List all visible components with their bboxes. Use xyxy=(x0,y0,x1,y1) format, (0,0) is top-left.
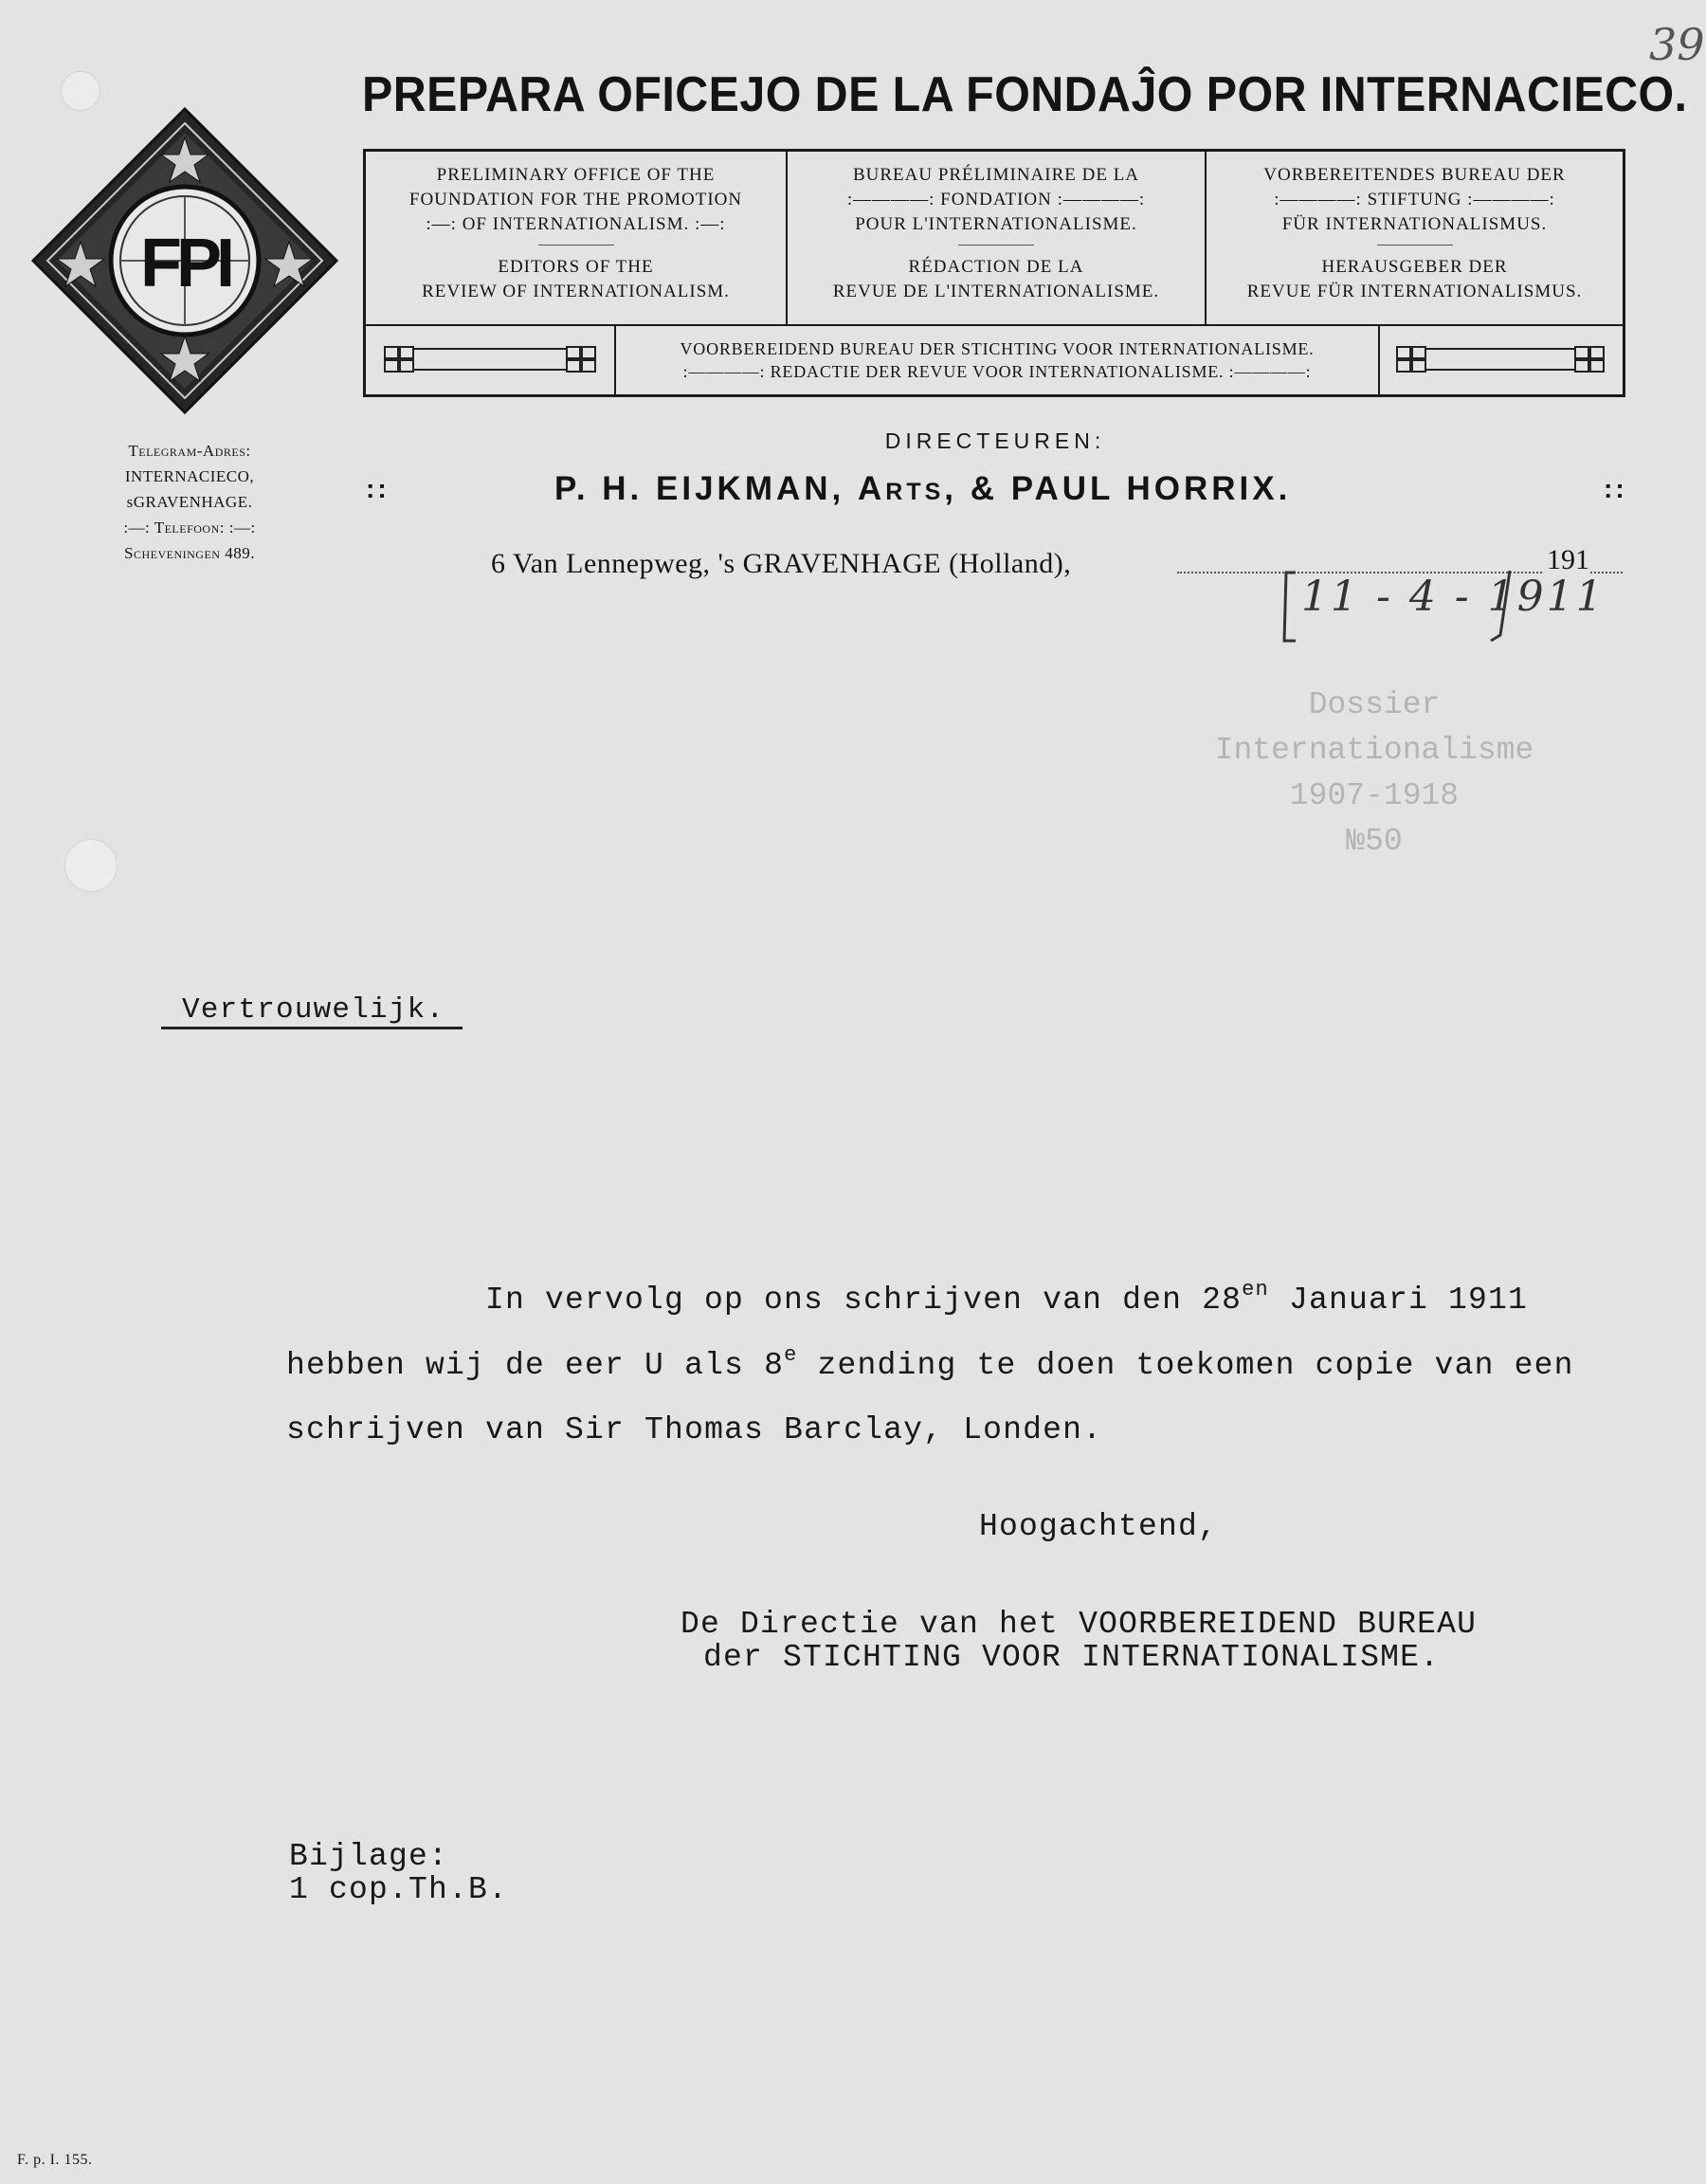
english-line-2: FOUNDATION FOR THE PROMOTION xyxy=(408,190,743,209)
english-line-1: PRELIMINARY OFFICE OF THE xyxy=(436,165,716,185)
signature-line-1: De Directie van het VOORBEREIDEND BUREAU xyxy=(681,1607,1478,1642)
stamp-line-1: Dossier xyxy=(1308,687,1441,722)
signature-line-2: der STICHTING VOOR INTERNATIONALISME. xyxy=(703,1640,1441,1675)
archive-stamp xyxy=(1175,682,1573,864)
telephone-number: Scheveningen 489. xyxy=(124,544,255,562)
letterhead-french xyxy=(788,152,1207,324)
french-line-5: REVUE DE L'INTERNATIONALISME. xyxy=(832,282,1160,301)
german-line-4: HERAUSGEBER DER xyxy=(1321,257,1508,277)
german-line-3: FÜR INTERNATIONALISMUS. xyxy=(1281,214,1548,234)
german-line-2: :————: STIFTUNG :————: xyxy=(1274,190,1555,209)
page-number: 39 xyxy=(1649,19,1705,70)
directors-names xyxy=(554,470,1464,508)
form-number: F. p. I. 155. xyxy=(17,2152,93,2168)
body-line-2-text-end: zending te doen toekomen copie van een xyxy=(797,1348,1574,1383)
french-line-3: POUR L'INTERNATIONALISME. xyxy=(855,214,1137,234)
ornament-box-left xyxy=(366,326,616,394)
superscript: en xyxy=(1242,1278,1269,1301)
letterhead-title: PREPARA OFICEJO DE LA FONDAĴO POR INTERNACIECO. xyxy=(362,67,1688,122)
confidential-heading: Vertrouwelijk. xyxy=(182,993,445,1027)
dutch-line-2: :————: REDACTIE DER REVUE VOOR INTERNATIONALISME. :————: xyxy=(682,362,1312,381)
stamp-line-4: №50 xyxy=(1346,824,1403,859)
letterhead-address: 6 Van Lennepweg, 's GRAVENHAGE (Holland), xyxy=(491,548,1072,579)
telegram-city: sGRAVENHAGE. xyxy=(126,493,253,511)
attachment-label: Bijlage: xyxy=(289,1839,449,1874)
letterhead-german xyxy=(1207,152,1623,324)
telephone-label: :—: Telefoon: :—: xyxy=(123,519,256,537)
telegram-address: INTERNACIECO, xyxy=(124,467,255,485)
director-title: Arts xyxy=(857,470,945,507)
confidential-underline xyxy=(161,1027,463,1029)
body-line-1-text: In vervolg op ons schrijven van den 28 xyxy=(485,1283,1243,1318)
body-line-1 xyxy=(485,1278,1528,1318)
french-line-1: BUREAU PRÉLIMINAIRE DE LA xyxy=(852,165,1140,185)
attachment-item: 1 cop.Th.B. xyxy=(289,1872,509,1907)
divider xyxy=(958,245,1034,246)
telegram-label: Telegram-Adres: xyxy=(128,442,251,460)
fpi-logo xyxy=(28,104,341,417)
dutch-line-1: VOORBEREIDEND BUREAU DER STICHTING VOOR INTERNATIONALISME. xyxy=(680,339,1315,358)
divider xyxy=(1377,245,1453,246)
english-line-4: EDITORS OF THE xyxy=(498,257,654,277)
closing: Hoogachtend, xyxy=(979,1509,1219,1544)
body-line-2 xyxy=(286,1343,1574,1383)
german-line-5: REVUE FÜR INTERNATIONALISMUS. xyxy=(1246,282,1583,301)
french-line-4: RÉDACTION DE LA xyxy=(908,257,1084,277)
letterhead-dutch-row xyxy=(366,324,1623,394)
ornament-box-right xyxy=(1378,326,1623,394)
french-line-2: :————: FONDATION :————: xyxy=(846,190,1146,209)
body-line-3: schrijven van Sir Thomas Barclay, Londen. xyxy=(286,1412,1103,1447)
stamp-line-3: 1907-1918 xyxy=(1289,778,1460,813)
german-line-1: VORBEREITENDES BUREAU DER xyxy=(1263,165,1566,185)
english-line-5: REVIEW OF INTERNATIONALISM. xyxy=(422,282,730,301)
ornament-left: :: xyxy=(366,474,390,503)
telegram-address-block xyxy=(85,438,294,566)
directors-label: DIRECTEUREN: xyxy=(884,428,1106,453)
punch-hole xyxy=(61,71,100,111)
director-1: P. H. EIJKMAN, xyxy=(554,470,858,507)
letterhead-english xyxy=(366,152,788,324)
body-line-2-text: hebben wij de eer U als 8 xyxy=(286,1348,785,1383)
divider xyxy=(538,245,614,246)
letterhead-box xyxy=(363,149,1625,397)
director-2: , & PAUL HORRIX. xyxy=(944,470,1292,507)
body-line-1-text-end: Januari 1911 xyxy=(1268,1283,1528,1318)
english-line-3: :—: OF INTERNATIONALISM. :—: xyxy=(426,214,726,234)
handwritten-date-text: 11 - 4 - 1911 xyxy=(1301,573,1606,621)
punch-hole xyxy=(64,839,118,892)
logo-monogram: FPI xyxy=(139,226,230,301)
ornament-right: :: xyxy=(1604,474,1627,503)
stamp-line-2: Internationalisme xyxy=(1214,733,1534,768)
year-prefix: 191 xyxy=(1547,544,1589,575)
handwritten-date xyxy=(1275,567,1606,645)
letterhead-dutch xyxy=(616,326,1378,394)
superscript: e xyxy=(784,1343,798,1367)
